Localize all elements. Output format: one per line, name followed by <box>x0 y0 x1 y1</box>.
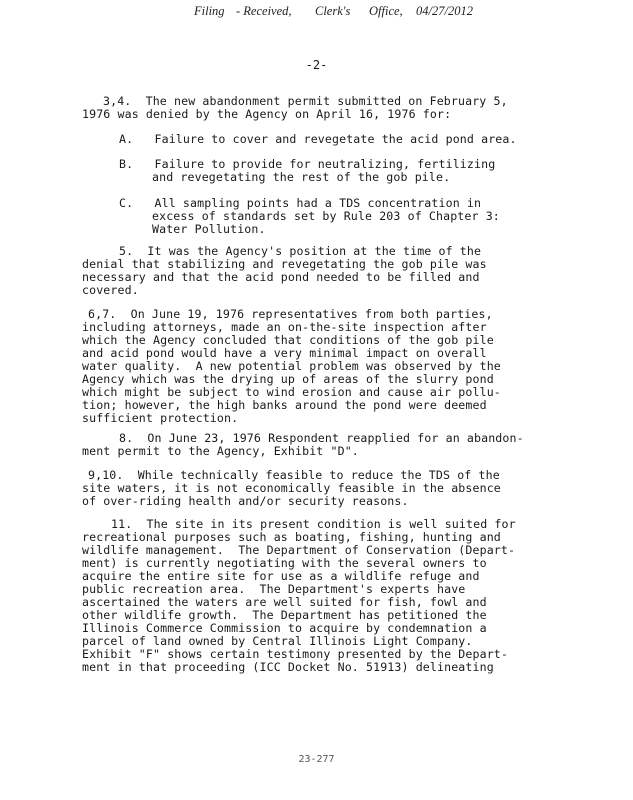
text-line: necessary and that the acid pond needed to be filled and <box>82 270 480 284</box>
text-line: C. All sampling points had a TDS concentration in <box>119 196 482 210</box>
header-date: 04/27/2012 <box>416 4 473 18</box>
text-line: parcel of land owned by Central Illinois Light Company. <box>82 634 473 648</box>
text-line: and revegetating the rest of the gob pile. <box>152 170 451 184</box>
text-line: site waters, it is not economically feasible in the absence <box>82 481 501 495</box>
text-line: acquire the entire site for use as a wildlife refuge and <box>82 569 480 583</box>
text-line: 3,4. The new abandonment permit submitted on February 5, <box>103 94 508 108</box>
text-line: including attorneys, made an on-the-site inspection after <box>82 320 487 334</box>
text-line: 9,10. While technically feasible to reduce the TDS of the <box>88 468 500 482</box>
text-line: denial that stabilizing and revegetating the gob pile was <box>82 257 487 271</box>
text-line: which might be subject to wind erosion and cause air pollu- <box>82 385 501 399</box>
header-received: - Received, <box>236 4 292 18</box>
text-line: 8. On June 23, 1976 Respondent reapplied for an abandon- <box>119 431 524 445</box>
text-line: Illinois Commerce Commission to acquire by condemnation a <box>82 621 487 635</box>
text-line: Exhibit "F" shows certain testimony presented by the Depart- <box>82 647 509 661</box>
text-line: Agency which was the drying up of areas of the slurry pond <box>82 372 494 386</box>
text-line: 6,7. On June 19, 1976 representatives from both parties, <box>88 307 493 321</box>
page-number: -2- <box>305 58 328 72</box>
text-line: 11. The site in its present condition is well suited for <box>111 517 516 531</box>
text-line: and acid pond would have a very minimal impact on overall <box>82 346 487 360</box>
text-line: public recreation area. The Department's experts have <box>82 582 466 596</box>
text-line: A. Failure to cover and revegetate the acid pond area. <box>119 132 517 146</box>
text-line: B. Failure to provide for neutralizing, fertilizing <box>119 157 496 171</box>
text-line: which the Agency concluded that conditions of the gob pile <box>82 333 494 347</box>
text-line: 1976 was denied by the Agency on April 16, 1976 for: <box>82 107 452 121</box>
text-line: covered. <box>82 283 139 297</box>
text-line: sufficient protection. <box>82 411 239 425</box>
text-line: excess of standards set by Rule 203 of Chapter 3: <box>152 209 500 223</box>
text-line: 5. It was the Agency's position at the time of the <box>119 244 482 258</box>
footer-page-code: 23-277 <box>298 754 335 765</box>
text-line: tion; however, the high banks around the pond were deemed <box>82 398 487 412</box>
text-line: water quality. A new potential problem was observed by the <box>82 359 501 373</box>
text-line: Water Pollution. <box>152 222 266 236</box>
text-line: recreational purposes such as boating, fishing, hunting and <box>82 530 501 544</box>
text-line: ment) is currently negotiating with the several owners to <box>82 556 487 570</box>
header-filing: Filing <box>194 4 225 18</box>
header-office: Office, <box>369 4 403 18</box>
text-line: other wildlife growth. The Department has petitioned the <box>82 608 487 622</box>
text-line: ment permit to the Agency, Exhibit "D". <box>82 444 359 458</box>
text-line: of over-riding health and/or security reasons. <box>82 494 409 508</box>
text-line: ment in that proceeding (ICC Docket No. 51913) delineating <box>82 660 494 674</box>
header-clerks: Clerk's <box>315 4 351 18</box>
text-line: wildlife management. The Department of Conservation (Depart- <box>82 543 516 557</box>
text-line: ascertained the waters are well suited for fish, fowl and <box>82 595 487 609</box>
